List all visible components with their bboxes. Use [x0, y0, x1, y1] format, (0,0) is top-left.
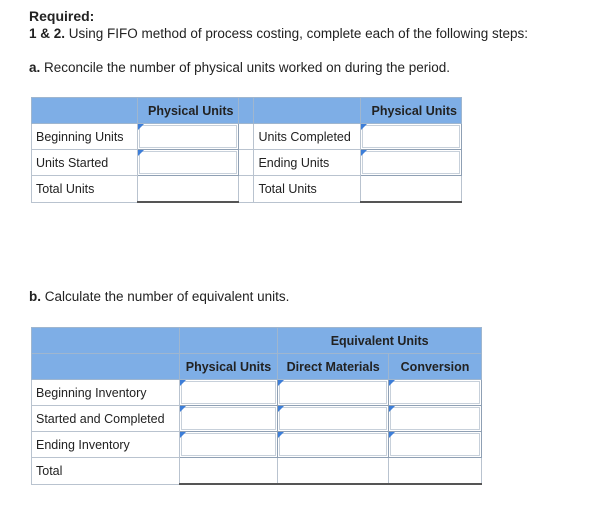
table-b-column-header-row [32, 354, 482, 380]
column-header-conversion: Conversion [389, 354, 482, 380]
input-marker-icon [389, 406, 395, 412]
input-marker-icon [389, 432, 395, 438]
table-row [32, 406, 482, 432]
part-b-instruction [29, 289, 289, 304]
row-label-total-units-right: Total Units [254, 176, 361, 203]
part-b-text: Calculate the number of equivalent units. [41, 289, 290, 304]
input-marker-icon [278, 406, 284, 412]
row-label-ending-inventory: Ending Inventory [32, 432, 180, 458]
ending-inventory-dm-input[interactable] [278, 432, 389, 458]
units-completed-input[interactable] [361, 124, 462, 150]
table-row [32, 176, 462, 203]
input-field[interactable] [139, 125, 237, 148]
ending-inventory-physical-input[interactable] [179, 432, 278, 458]
beginning-inventory-physical-input[interactable] [179, 380, 278, 406]
input-field[interactable] [279, 433, 387, 456]
ending-inventory-conversion-input[interactable] [389, 432, 482, 458]
input-marker-icon [278, 432, 284, 438]
input-field[interactable] [181, 407, 277, 430]
total-units-left-value [137, 176, 238, 203]
table-a-gap-cell [238, 176, 254, 203]
ending-units-input[interactable] [361, 150, 462, 176]
input-marker-icon [138, 124, 144, 130]
equivalent-units-table [31, 327, 482, 485]
table-row [32, 150, 462, 176]
input-marker-icon [361, 150, 367, 156]
input-field[interactable] [390, 407, 480, 430]
part-a-instruction [29, 60, 450, 75]
column-header-physical-units: Physical Units [179, 354, 278, 380]
table-a-header-physical-left: Physical Units [137, 98, 238, 124]
units-started-input[interactable] [137, 150, 238, 176]
table-row [32, 380, 482, 406]
table-row [32, 432, 482, 458]
input-marker-icon [180, 432, 186, 438]
beginning-units-input[interactable] [137, 124, 238, 150]
input-field[interactable] [181, 381, 277, 404]
input-field[interactable] [279, 381, 387, 404]
row-label-ending-units: Ending Units [254, 150, 361, 176]
column-header-direct-materials: Direct Materials [278, 354, 389, 380]
total-dm-value [278, 458, 389, 485]
steps-prefix: 1 & 2. [29, 26, 66, 41]
row-label-beginning-units: Beginning Units [32, 124, 138, 150]
table-a-header-gap [238, 98, 254, 124]
started-completed-physical-input[interactable] [179, 406, 278, 432]
started-completed-conversion-input[interactable] [389, 406, 482, 432]
started-completed-dm-input[interactable] [278, 406, 389, 432]
input-marker-icon [361, 124, 367, 130]
table-a-header-row [32, 98, 462, 124]
physical-units-table [31, 97, 462, 203]
input-marker-icon [278, 380, 284, 386]
beginning-inventory-dm-input[interactable] [278, 380, 389, 406]
input-field[interactable] [362, 125, 460, 148]
table-a-gap-cell [238, 150, 254, 176]
input-field[interactable] [390, 433, 480, 456]
required-title: Required: [29, 8, 95, 24]
row-label-total: Total [32, 458, 180, 485]
table-b-group-header-row [32, 328, 482, 354]
input-field[interactable] [181, 433, 277, 456]
total-units-right-value [361, 176, 462, 203]
input-field[interactable] [390, 381, 480, 404]
equivalent-units-header: Equivalent Units [278, 328, 482, 354]
row-label-total-units-left: Total Units [32, 176, 138, 203]
part-b-prefix: b. [29, 289, 41, 304]
total-physical-value [179, 458, 278, 485]
row-label-units-started: Units Started [32, 150, 138, 176]
part-a-text: Reconcile the number of physical units worked on during the period. [40, 60, 450, 75]
part-a-prefix: a. [29, 60, 41, 75]
input-field[interactable] [362, 151, 460, 174]
table-row [32, 124, 462, 150]
table-a-header-blank-right [254, 98, 361, 124]
input-marker-icon [180, 380, 186, 386]
input-marker-icon [138, 150, 144, 156]
table-b-header-blank-2 [32, 354, 180, 380]
row-label-units-completed: Units Completed [254, 124, 361, 150]
input-marker-icon [389, 380, 395, 386]
input-marker-icon [180, 406, 186, 412]
table-row [32, 458, 482, 485]
table-a-header-physical-right: Physical Units [361, 98, 462, 124]
steps-instruction [29, 26, 528, 41]
row-label-beginning-inventory: Beginning Inventory [32, 380, 180, 406]
input-field[interactable] [279, 407, 387, 430]
input-field[interactable] [139, 151, 237, 174]
table-a-gap-cell [238, 124, 254, 150]
table-b-header-blank [32, 328, 180, 354]
steps-text: Using FIFO method of process costing, complete each of the following steps: [65, 26, 529, 41]
table-b-header-blank-physical [179, 328, 278, 354]
table-a-header-blank-left [32, 98, 138, 124]
beginning-inventory-conversion-input[interactable] [389, 380, 482, 406]
row-label-started-and-completed: Started and Completed [32, 406, 180, 432]
total-conversion-value [389, 458, 482, 485]
